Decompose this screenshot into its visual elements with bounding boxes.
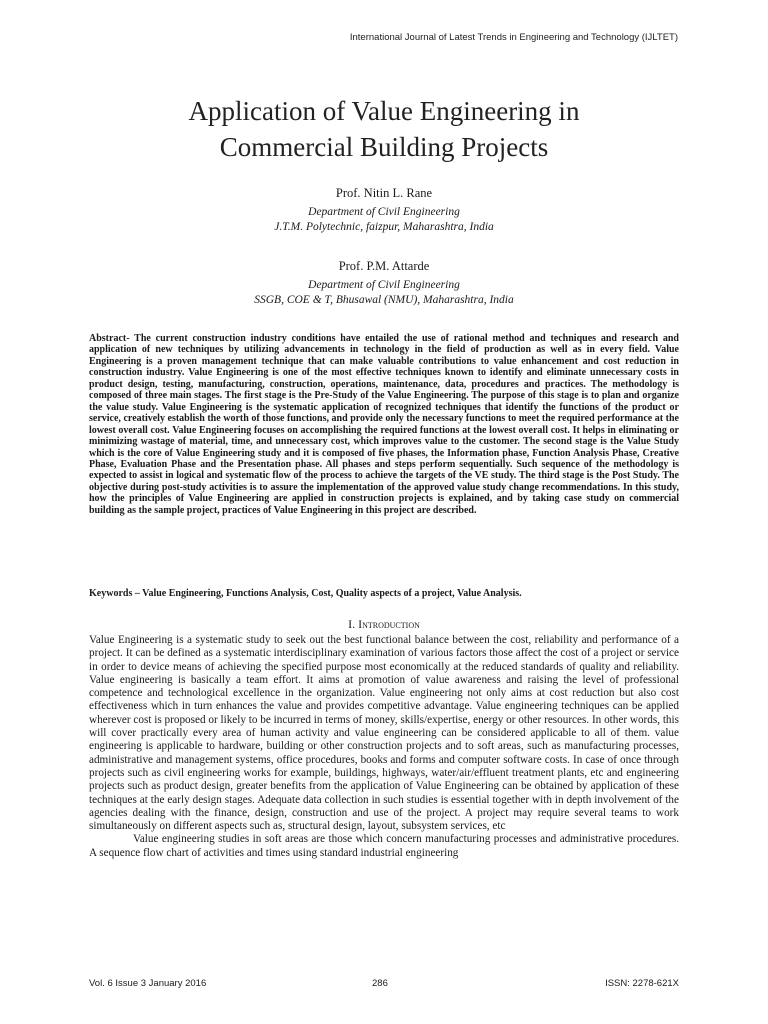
title-line-1: Application of Value Engineering in	[188, 96, 580, 126]
author-name: Prof. P.M. Attarde	[338, 259, 430, 273]
author-department: Department of Civil Engineering	[308, 206, 460, 218]
title-line-2: Commercial Building Projects	[219, 132, 549, 162]
author-block-2	[84, 258, 684, 308]
paragraph: Value Engineering is a systematic study to seek out the best functional balance between the cost, reliability and performance of a project. It can be defined as a systematic interdisciplinary examination of various factors those affect the cost of a project or service in order to device means of achieving the specified purpose most economically at the reduced standards of quality and reliability. Value engineering is basically a team effort. It aims at promotion of value awareness and raising the level of professional competence and technological excellence in the organization. Value engineering not only aims at cost reduction but also cost effectiveness which in turn enhances the value and provides competitive advantage. Value engineering techniques can be applied wherever cost is proposed or likely to be incurred in terms of money, skills/expertise, energy or other resources. In other words, this will cover practically every area of human activity and value engineering can be considered applicable to all of them. value engineering is applicable to hardware, building or other construction projects and to soft areas, such as manufacturing processes, administrative and management systems, office procedures, books and forms and computer software costs. In case of once through projects such as civil engineering works for example, buildings, highways, water/air/effluent treatment plants, etc and engineering projects such as product design, greater benefits from the application of Value Engineering can be obtained by application of these techniques at the early design stages. Adequate data collection in such studies is essential together with in depth involvement of the agencies dealing with the finance, design, construction and use of the project. A project may require several teams to work simultaneously on different aspects such as, structural design, layout, subsystem services, etc	[89, 634, 679, 833]
journal-header: International Journal of Latest Trends in Engineering and Technology (IJLTET)	[349, 32, 678, 43]
author-institution: SSGB, COE & T, Bhusawal (NMU), Maharashtra, India	[254, 294, 514, 306]
abstract: Abstract- The current construction industry conditions have entailed the use of rational method and techniques and research and application of new techniques by utilizing advancements in technology in the field of production as well as in every field. Value Engineering is a proven management technique that can make valuable contributions to value enhancement and cost reduction in construction industry. Value Engineering is one of the most effective techniques known to identify and eliminate unnecessary costs in product design, testing, manufacturing, construction, operations, maintenance, data, procedures and practices. The methodology is composed of three main stages. The first stage is the Pre-Study of the Value Engineering. The purpose of this stage is to plan and organize the value study. Value Engineering is the systematic application of recognized techniques that identify the functions of the product or service, creatively establish the worth of those functions, and provide only the necessary functions to meet the required performance at the lowest overall cost. Value Engineering focuses on accomplishing the required functions at the lowest overall cost. It helps in eliminating or minimizing wastage of material, time, and unnecessary cost, which improves value to the customer. The second stage is the Value Study which is the core of Value Engineering study and it is composed of five phases, the Information phase, Function Analysis Phase, Creative Phase, Evaluation Phase and the Presentation phase. All phases and steps perform sequentially. Such sequence of the methodology is expected to assist in logical and systematic flow of the process to achieve the targets of the VE study. The third stage is the Post Study. The objective during post-study activities is to assure the implementation of the approved value study change recommendations. In this study, how the principles of Value Engineering are applied in construction projects is explained, and by taking case study on commercial building as the sample project, practices of Value Engineering in this project are described.	[89, 333, 679, 516]
author-block-1	[84, 185, 684, 235]
introduction-body	[89, 634, 679, 860]
section-heading-introduction: I. Introduction	[348, 617, 420, 631]
author-name: Prof. Nitin L. Rane	[335, 186, 433, 200]
author-institution: J.T.M. Polytechnic, faizpur, Maharashtra, India	[274, 221, 494, 233]
paragraph: Value engineering studies in soft areas are those which concern manufacturing processes and administrative procedures. A sequence flow chart of activities and times using standard industrial engineering	[89, 833, 679, 859]
footer-page-number: 286	[372, 978, 388, 989]
footer-volume: Vol. 6 Issue 3 January 2016	[89, 978, 207, 989]
paper-title	[84, 93, 684, 165]
author-department: Department of Civil Engineering	[308, 279, 460, 291]
footer-issn: ISSN: 2278-621X	[605, 978, 679, 989]
keywords: Keywords – Value Engineering, Functions Analysis, Cost, Quality aspects of a project, Value Analysis.	[89, 588, 522, 599]
